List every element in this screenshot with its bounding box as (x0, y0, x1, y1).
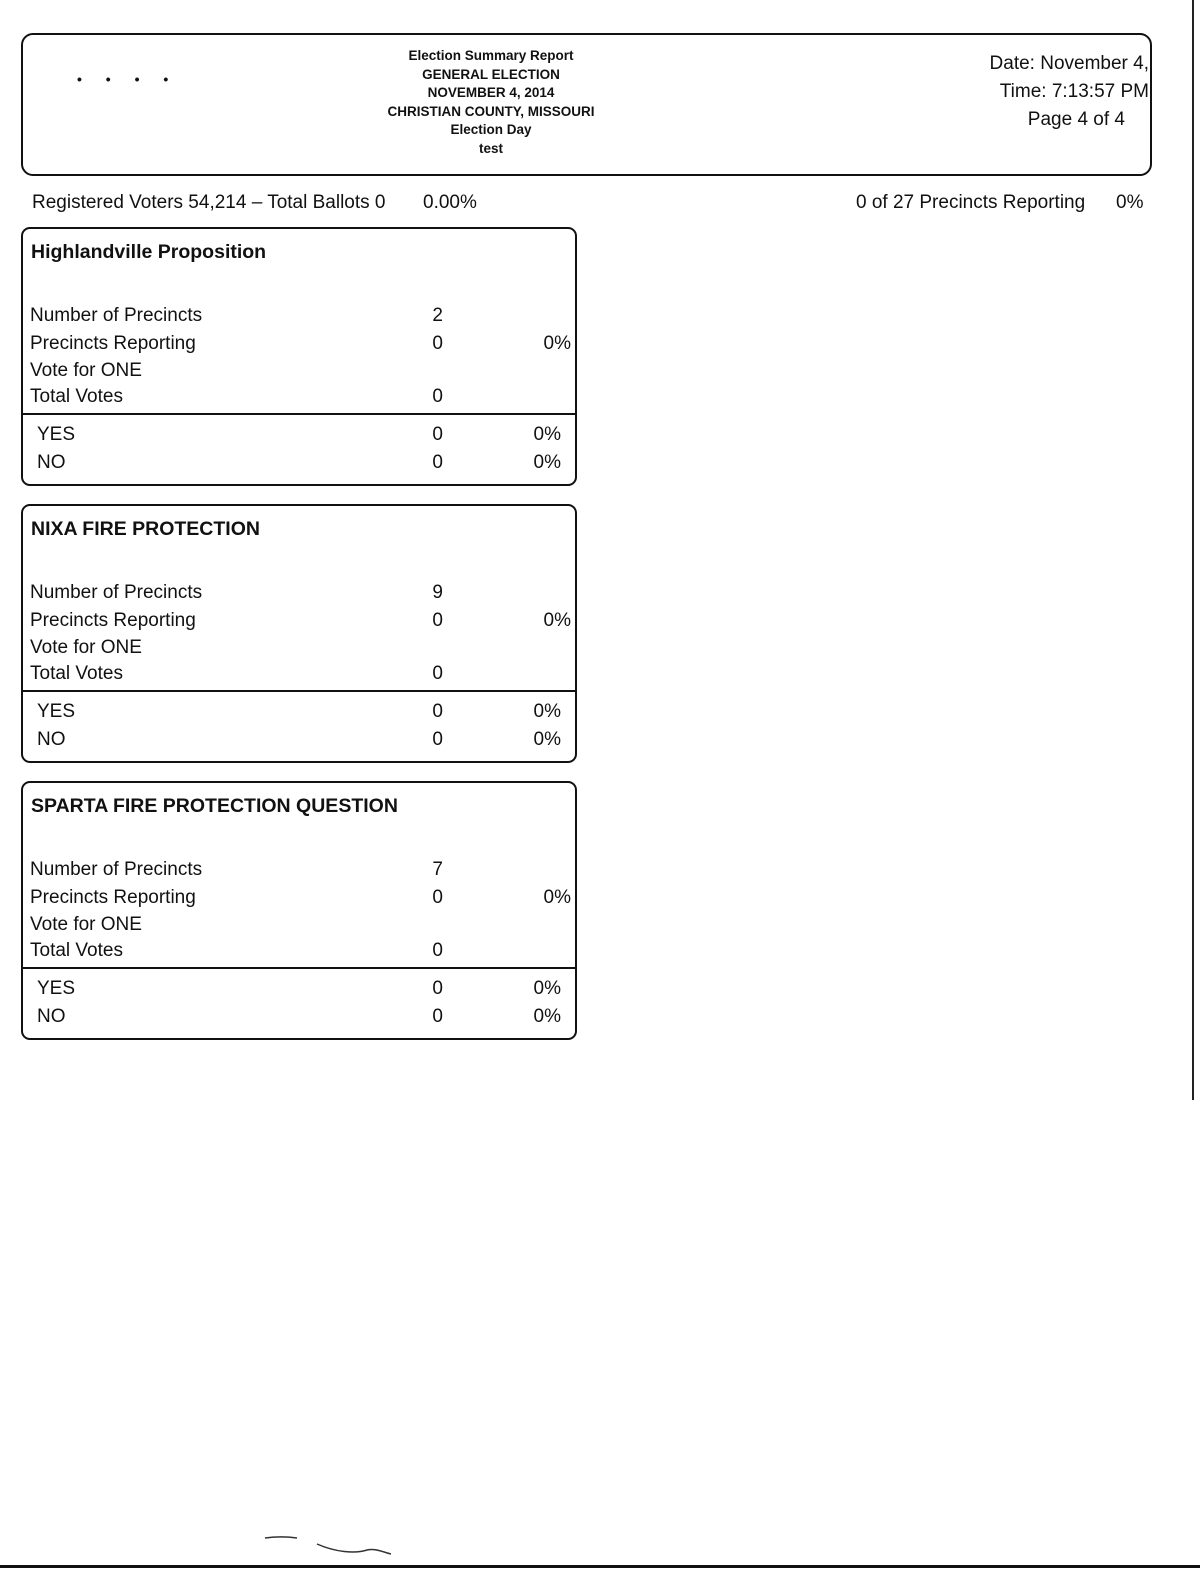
vote-for-label: Vote for ONE (30, 637, 142, 658)
choice-percent: 0% (533, 452, 561, 473)
results-divider (23, 413, 575, 415)
choice-votes: 0 (432, 701, 443, 722)
row-value: 9 (432, 582, 443, 603)
page-edge-line (1192, 0, 1194, 1100)
report-meta (923, 50, 1149, 134)
row-percent: 0% (543, 333, 571, 354)
results-divider (23, 967, 575, 969)
contest-box (21, 227, 577, 486)
precincts-reporting-row (23, 333, 575, 360)
vote-for-row (23, 360, 575, 387)
total-votes-row (23, 386, 575, 413)
election-name: GENERAL ELECTION (422, 66, 560, 82)
report-header (21, 33, 1152, 176)
precincts-reporting-row (23, 887, 575, 914)
registered-voters-summary: Registered Voters 54,214 – Total Ballots 0 (32, 192, 386, 213)
report-title-block (323, 47, 659, 158)
choice-row-no (23, 1006, 575, 1033)
contest-box (21, 504, 577, 763)
choice-percent: 0% (533, 1006, 561, 1027)
row-label: Total Votes (30, 663, 123, 684)
results-divider (23, 690, 575, 692)
row-label: Precincts Reporting (30, 333, 196, 354)
vote-for-label: Vote for ONE (30, 360, 142, 381)
choice-percent: 0% (533, 424, 561, 445)
row-value: 0 (432, 610, 443, 631)
county-name: CHRISTIAN COUNTY, MISSOURI (387, 103, 595, 119)
choice-percent: 0% (533, 729, 561, 750)
election-date: NOVEMBER 4, 2014 (427, 85, 555, 100)
report-title: Election Summary Report (408, 48, 574, 63)
vote-for-row (23, 637, 575, 664)
vote-for-row (23, 914, 575, 941)
choice-percent: 0% (533, 701, 561, 722)
row-value: 0 (432, 386, 443, 407)
scan-scribble-mark (255, 1532, 405, 1562)
choice-votes: 0 (432, 978, 443, 999)
choice-label: YES (37, 978, 76, 999)
choice-label: YES (37, 424, 76, 445)
row-label: Precincts Reporting (30, 610, 196, 631)
precincts-reporting-row (23, 610, 575, 637)
contest-box (21, 781, 577, 1040)
choice-row-no (23, 729, 575, 756)
choice-label: YES (37, 701, 76, 722)
report-type: Election Day (450, 122, 532, 137)
choice-votes: 0 (432, 1006, 443, 1027)
row-label: Total Votes (30, 940, 123, 961)
choice-label: NO (37, 729, 66, 750)
page-number: Page 4 of 4 (1027, 109, 1125, 130)
choice-row-no (23, 452, 575, 479)
choice-row-yes (23, 978, 575, 1005)
report-time: Time: 7:13:57 PM (999, 81, 1149, 102)
report-date: Date: November 4, (989, 53, 1149, 74)
row-label: Number of Precincts (30, 859, 203, 880)
row-label: Number of Precincts (30, 305, 203, 326)
row-percent: 0% (543, 610, 571, 631)
row-value: 2 (432, 305, 443, 326)
row-label: Precincts Reporting (30, 887, 196, 908)
precincts-reporting-summary: 0 of 27 Precincts Reporting (856, 192, 1086, 213)
total-votes-row (23, 940, 575, 967)
precincts-reporting-percent: 0% (1116, 192, 1144, 213)
row-value: 0 (432, 333, 443, 354)
contest-title: Highlandville Proposition (31, 241, 267, 263)
row-value: 0 (432, 940, 443, 961)
choice-row-yes (23, 424, 575, 451)
row-value: 0 (432, 663, 443, 684)
vote-for-label: Vote for ONE (30, 914, 142, 935)
row-value: 0 (432, 887, 443, 908)
choice-row-yes (23, 701, 575, 728)
row-label: Total Votes (30, 386, 123, 407)
header-marks: • • • • (77, 71, 179, 87)
row-label: Number of Precincts (30, 582, 203, 603)
choice-percent: 0% (533, 978, 561, 999)
contest-title: NIXA FIRE PROTECTION (31, 518, 260, 540)
row-value: 7 (432, 859, 443, 880)
total-votes-row (23, 663, 575, 690)
choice-votes: 0 (432, 452, 443, 473)
row-percent: 0% (543, 887, 571, 908)
number-of-precincts-row (23, 305, 575, 332)
choice-votes: 0 (432, 424, 443, 445)
page-bottom-rule (0, 1565, 1200, 1568)
number-of-precincts-row (23, 582, 575, 609)
choice-label: NO (37, 452, 66, 473)
number-of-precincts-row (23, 859, 575, 886)
choice-label: NO (37, 1006, 66, 1027)
choice-votes: 0 (432, 729, 443, 750)
report-note: test (478, 140, 503, 156)
ballots-percent: 0.00% (423, 192, 477, 213)
contest-title: SPARTA FIRE PROTECTION QUESTION (31, 795, 398, 817)
